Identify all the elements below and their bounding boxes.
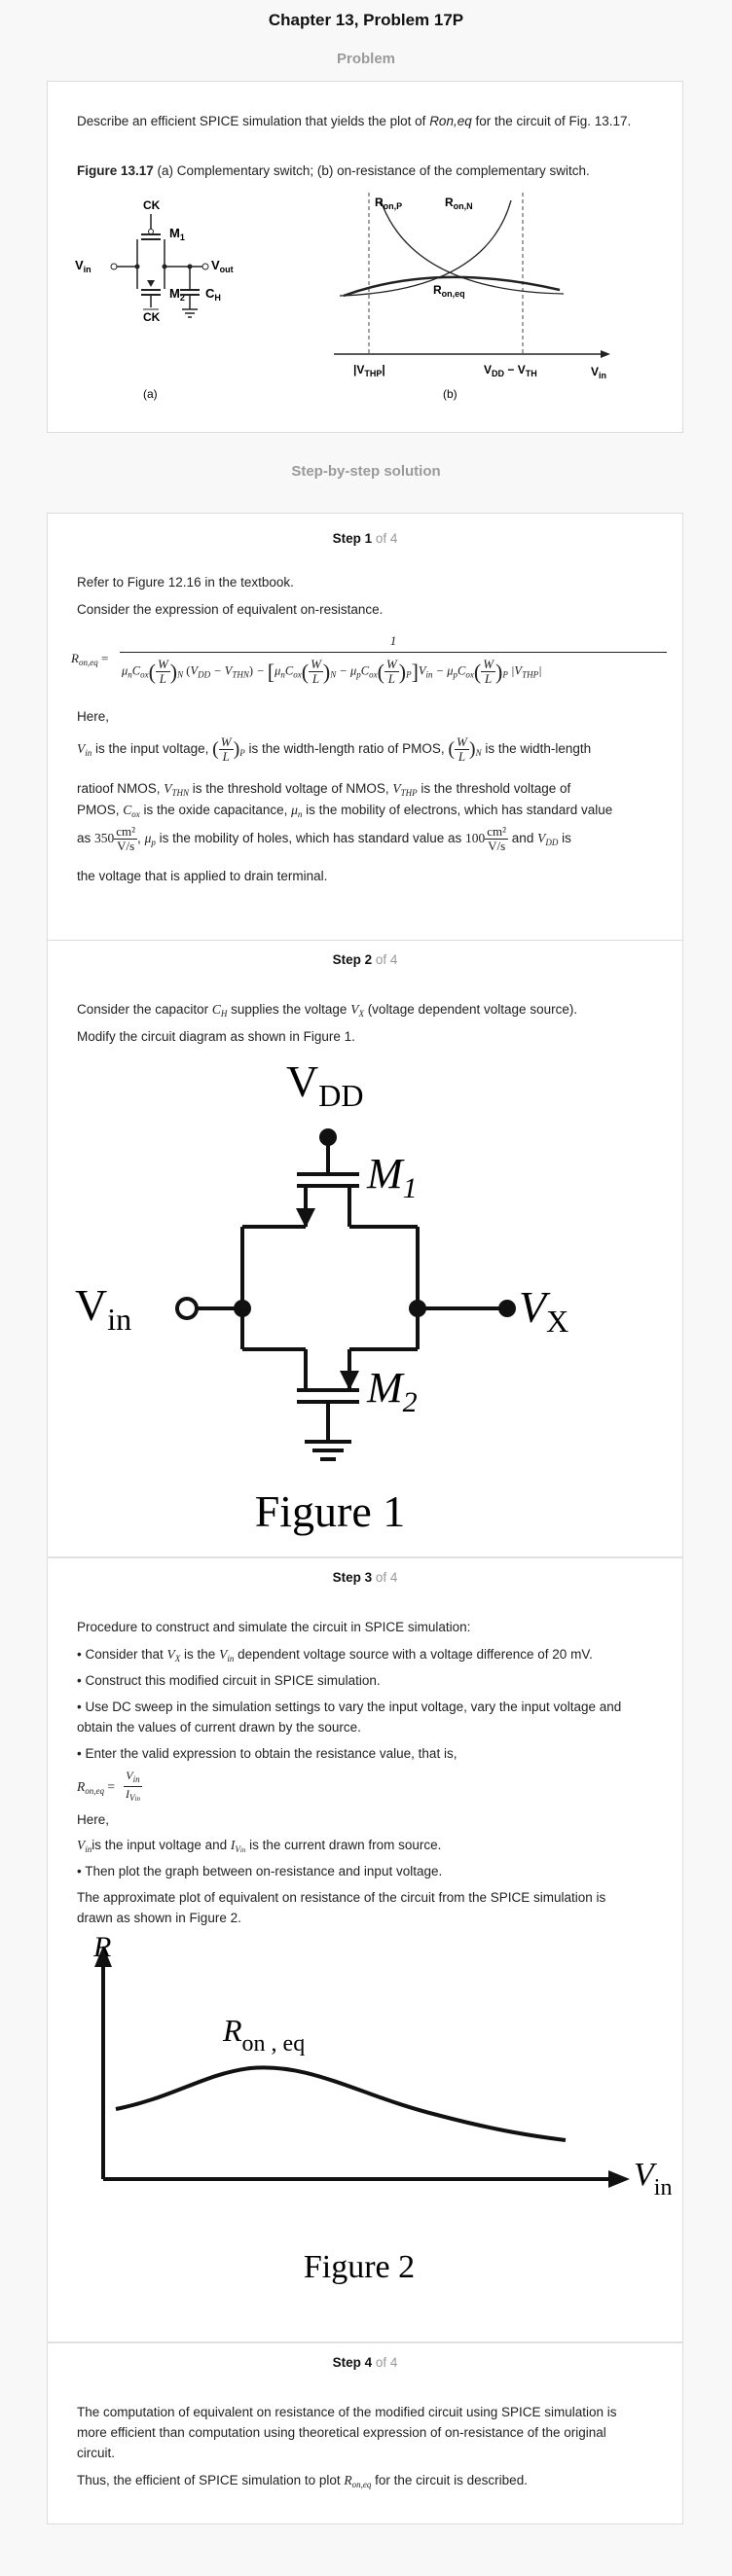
step-4-header xyxy=(48,2355,682,2370)
step-4-p2: Thus, the efficient of SPICE simulation to plot $R_{on,eq}$ for the circuit is described. xyxy=(77,2473,528,2489)
step-4-p1c: circuit. xyxy=(77,2446,116,2460)
problem-card xyxy=(47,81,683,433)
step-3-card xyxy=(47,1558,683,2343)
m2-label: $M_2$ xyxy=(367,1364,418,1418)
step-1-header xyxy=(48,531,682,546)
step-number: 3 xyxy=(364,1570,373,1585)
step-3-bullet-3b: obtain the values of current drawn by the source. xyxy=(77,1720,361,1735)
vin-axis-label: $V_{in}$ xyxy=(634,2157,673,2200)
page-title: Chapter 13, Problem 17P xyxy=(268,11,464,29)
ron-eq-curve-label: $R_{on , eq}$ xyxy=(223,2013,306,2057)
step-3-bullet-4: • Enter the valid expression to obtain the resistance value, that is, xyxy=(77,1746,458,1761)
problem-text-italic: Ron,eq xyxy=(429,114,472,128)
step-2-p2: Modify the circuit diagram as shown in Figure 1. xyxy=(77,1029,355,1044)
figure-b-on-resistance-plot xyxy=(330,189,622,412)
step-2-card xyxy=(47,941,683,1557)
vin-label: $V_{in}$ xyxy=(75,258,92,274)
vthp-label: $|V_{THP}|$ xyxy=(353,363,385,378)
m1-label: $M_1$ xyxy=(367,1150,418,1204)
figure-2-ron-plot xyxy=(67,1932,680,2321)
vx-label: $V_X$ xyxy=(519,1282,569,1339)
figure-2-caption: Figure 2 xyxy=(303,2249,416,2285)
figure-1-caption: Figure 1 xyxy=(254,1486,406,1536)
step-1-def-line4: as 350 $\frac{\text{cm²}}{V/s}$ , $\mu_p$ is the mobility of holes, which has standard value as 100 $\frac{\text{cm²}}{V/s}$ and $V_{DD}$ is xyxy=(77,824,571,853)
step-1-def-line3: PMOS, $C_{ox}$ is the oxide capacitance, $\mu_n$ is the mobility of electrons, which has standard value xyxy=(77,803,613,819)
problem-text-b: for the circuit of Fig. 13.17. xyxy=(471,114,632,128)
equation-lhs: $R_{on,eq}$ = xyxy=(71,651,109,667)
figure-a-switch-schematic xyxy=(75,189,328,412)
step-1-here: Here, xyxy=(77,709,110,724)
step-2-header xyxy=(48,952,682,967)
step-3-header xyxy=(48,1570,682,1585)
step-3-bullet-5: • Then plot the graph between on-resistance and input voltage. xyxy=(77,1864,443,1878)
step-count: of 4 xyxy=(375,531,398,546)
step-3-bullet-2: • Construct this modified circuit in SPICE simulation. xyxy=(77,1673,381,1688)
step-3-bullet-3a: • Use DC sweep in the simulation settings to vary the input voltage, vary the input voltage and xyxy=(77,1699,622,1714)
step-4-p1b: more efficient than computation using theoretical expression of on-resistance of the original xyxy=(77,2425,606,2440)
problem-heading: Problem xyxy=(336,51,395,67)
figure-b-label: (b) xyxy=(443,387,458,401)
vin-label: $V_{in}$ xyxy=(75,1280,132,1337)
solution-heading: Step-by-step solution xyxy=(291,463,441,480)
figure-1-modified-circuit xyxy=(67,1048,671,1544)
step-4-card xyxy=(47,2343,683,2524)
m2-label: $M_2$ xyxy=(169,286,185,303)
step-3-p1: Procedure to construct and simulate the circuit in SPICE simulation: xyxy=(77,1620,471,1634)
ch-label: $C_H$ xyxy=(205,286,221,303)
equation-denominator: $\mu_nC_{ox}$( $\frac{W}{L}$ )$_N$ $(V_{DD} - V_{THN}) - [\mu_nC_{ox}$( $\frac{W}{L}$ )$_N - \mu_pC_{ox}$( $\frac{W}{L}$ )$_P]V_{in} - \mu_pC_{ox}$( $\frac{W}{L}$ )$_P$ $|V_{THP}|$ xyxy=(122,657,542,686)
step-word: Step xyxy=(332,1570,361,1585)
figure-caption xyxy=(77,161,661,181)
step-1-p2: Consider the expression of equivalent on-resistance. xyxy=(77,602,384,617)
ronp-label: $R_{on,P}$ xyxy=(375,196,403,211)
step-number: 1 xyxy=(364,531,373,546)
step-3-here: Here, xyxy=(77,1812,110,1827)
vdd-label: $V_{DD}$ xyxy=(286,1056,364,1113)
figure-caption-label: Figure 13.17 xyxy=(77,163,154,178)
ronn-label: $R_{on,N}$ xyxy=(445,196,473,211)
roneq-label: $R_{on,eq}$ xyxy=(433,283,465,299)
ck-bottom-label: CK xyxy=(143,310,161,324)
step-2-p1: Consider the capacitor $C_H$ supplies the voltage $V_X$ (voltage dependent voltage source). xyxy=(77,1002,578,1019)
step-word: Step xyxy=(332,952,361,967)
step-3-p2b: drawn as shown in Figure 2. xyxy=(77,1911,241,1925)
problem-text-a: Describe an efficient SPICE simulation that yields the plot of xyxy=(77,114,430,128)
problem-text xyxy=(77,111,661,132)
step-count: of 4 xyxy=(375,2355,398,2370)
figure-a-label: (a) xyxy=(143,387,158,401)
step-1-def-line1: $V_{in}$ is the input voltage, ( $\frac{W}{L}$ )$_P$ is the width-length ratio of PMOS, ( $\frac{W}{L}$ )$_N$ is the width-length xyxy=(77,734,592,764)
step-3-bullet-1: • Consider that $V_X$ is the $V_{in}$ dependent voltage source with a voltage difference of 20 mV. xyxy=(77,1647,593,1664)
step-1-p1: Refer to Figure 12.16 in the textbook. xyxy=(77,575,294,590)
vin-axis-label: $V_{in}$ xyxy=(591,365,607,380)
step-1-def-line5: the voltage that is applied to drain terminal. xyxy=(77,869,328,883)
m1-label: $M_1$ xyxy=(169,226,185,242)
step-count: of 4 xyxy=(375,1570,398,1585)
vdd-vth-label: $V_{DD} - V_{TH}$ xyxy=(484,363,537,378)
ron-formula: $R_{on,eq}$ = $V_{in}$ $I_{Vin}$ xyxy=(77,1769,140,1803)
r-axis-label: R xyxy=(93,1932,112,1963)
step-number: 2 xyxy=(364,952,373,967)
vout-label: $V_{out}$ xyxy=(211,258,234,274)
fraction-bar xyxy=(120,652,667,653)
ck-top-label: CK xyxy=(143,198,161,212)
figure-caption-text: (a) Complementary switch; (b) on-resistance of the complementary switch. xyxy=(153,163,590,178)
equation-numerator: 1 xyxy=(389,633,397,648)
step-4-p1a: The computation of equivalent on resistance of the modified circuit using SPICE simulation is xyxy=(77,2405,617,2419)
step-word: Step xyxy=(332,531,361,546)
step-count: of 4 xyxy=(375,952,398,967)
step-1-def-line2: ratioof NMOS, $V_{THN}$ is the threshold voltage of NMOS, $V_{THP}$ is the threshold voltage of xyxy=(77,781,571,798)
step-3-p2a: The approximate plot of equivalent on resistance of the circuit from the SPICE simulation is xyxy=(77,1890,606,1905)
step-number: 4 xyxy=(364,2355,373,2370)
step-3-def: $V_{in}is$ the input voltage and $I_{Vin}$ is the current drawn from source. xyxy=(77,1838,442,1854)
step-1-card xyxy=(47,513,683,941)
step-word: Step xyxy=(332,2355,361,2370)
